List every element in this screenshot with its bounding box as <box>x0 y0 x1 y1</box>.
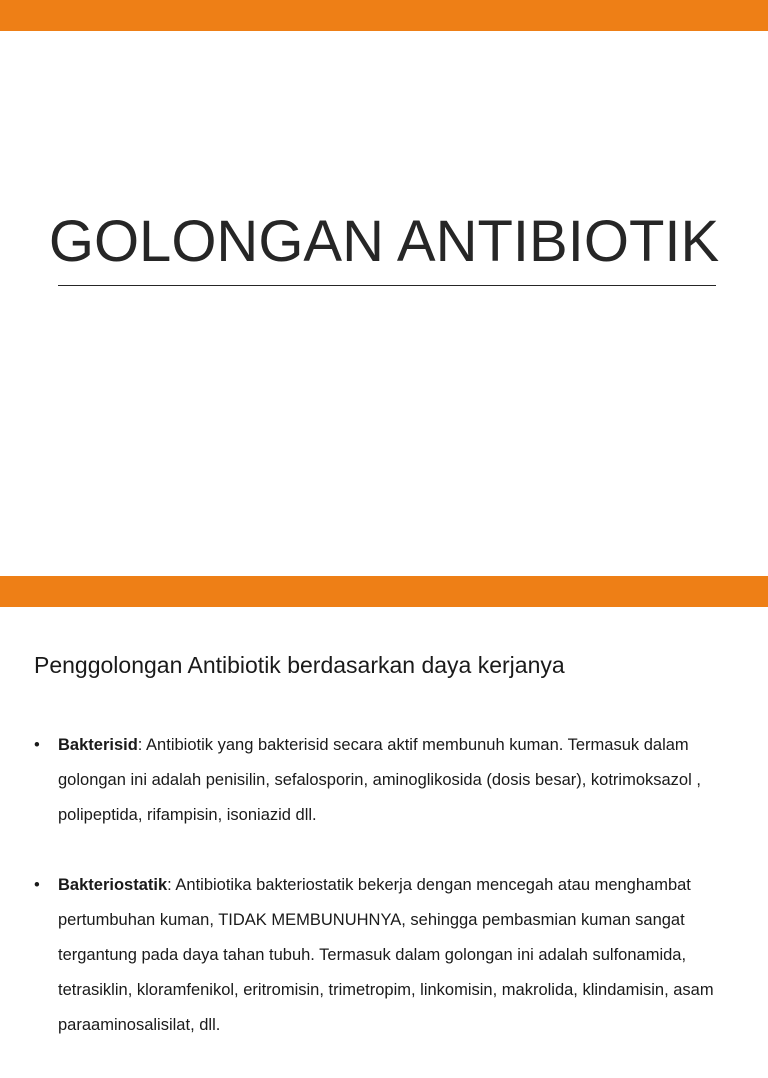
accent-bar-top <box>0 576 768 607</box>
bullet-term: Bakterisid <box>58 736 138 754</box>
bullet-text: : Antibiotika bakteriostatik bekerja dengan mencegah atau menghambat pertumbuhan kuman, TIDAK MEMBUNUHNYA, sehingga pembasmian kuman sangat tergantung pada daya tahan tubuh. Termasuk dalam golongan ini adalah sulfonamida, tetrasiklin, kloramfenikol, eritromisin, trimetropim, linkomisin, makrolida, klindamisin, asam paraaminosalisilat, dll. <box>58 876 714 1034</box>
bullet-list <box>34 728 734 1078</box>
accent-bar-top <box>0 0 768 31</box>
content-heading: Penggolongan Antibiotik berdasarkan daya kerjanya <box>34 652 565 678</box>
slide-title-text: GOLONGAN ANTIBIOTIK <box>48 209 720 274</box>
bullet-marker: • <box>34 736 40 754</box>
list-item <box>34 728 734 833</box>
bullet-term: Bakteriostatik <box>58 876 168 894</box>
list-item <box>34 868 734 1043</box>
bullet-text: : Antibiotik yang bakterisid secara aktif membunuh kuman. Termasuk dalam golongan ini adalah penisilin, sefalosporin, aminoglikosida (dosis besar), kotrimoksazol , polipeptida, rifampisin, isoniazid dll. <box>58 736 701 824</box>
bullet-marker: • <box>34 876 40 894</box>
slide-content <box>0 576 768 1034</box>
title-underline <box>58 285 716 286</box>
